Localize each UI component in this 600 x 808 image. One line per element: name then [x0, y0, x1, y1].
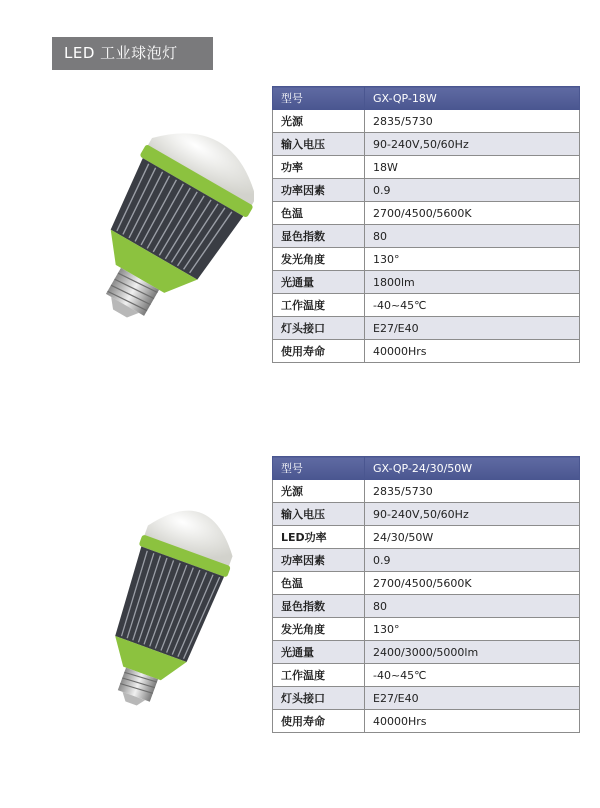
spec-label: 功率 — [273, 156, 365, 179]
spec-label: 使用寿命 — [273, 710, 365, 733]
table-row — [273, 549, 580, 572]
spec-value: 2400/3000/5000lm — [365, 641, 580, 664]
table-row — [273, 687, 580, 710]
spec-value: -40~45℃ — [365, 294, 580, 317]
spec-value: 80 — [365, 225, 580, 248]
spec-label: 光通量 — [273, 641, 365, 664]
spec-label: 色温 — [273, 572, 365, 595]
spec-label: 输入电压 — [273, 133, 365, 156]
spec-label: 功率因素 — [273, 549, 365, 572]
table-row — [273, 595, 580, 618]
spec-label: 光通量 — [273, 271, 365, 294]
table-row — [273, 202, 580, 225]
spec-label: 色温 — [273, 202, 365, 225]
table-row — [273, 271, 580, 294]
spec-label: LED功率 — [273, 526, 365, 549]
spec-value: 130° — [365, 618, 580, 641]
spec-value: 40000Hrs — [365, 340, 580, 363]
spec-value: 24/30/50W — [365, 526, 580, 549]
spec-value: 0.9 — [365, 549, 580, 572]
spec-table-18w — [272, 86, 580, 363]
spec-value: 18W — [365, 156, 580, 179]
spec-label: 工作温度 — [273, 294, 365, 317]
spec-label: 输入电压 — [273, 503, 365, 526]
spec-value: E27/E40 — [365, 317, 580, 340]
spec-label: 使用寿命 — [273, 340, 365, 363]
spec-label: 型号 — [273, 457, 365, 480]
spec-label: 灯头接口 — [273, 687, 365, 710]
spec-value: 2835/5730 — [365, 110, 580, 133]
table-row — [273, 179, 580, 202]
table-header-row — [273, 87, 580, 110]
spec-value: 40000Hrs — [365, 710, 580, 733]
spec-value: -40~45℃ — [365, 664, 580, 687]
spec-label: 显色指数 — [273, 225, 365, 248]
spec-value: E27/E40 — [365, 687, 580, 710]
spec-value: 90-240V,50/60Hz — [365, 503, 580, 526]
spec-value: 80 — [365, 595, 580, 618]
spec-label: 发光角度 — [273, 248, 365, 271]
table-row — [273, 572, 580, 595]
table-row — [273, 340, 580, 363]
spec-label: 工作温度 — [273, 664, 365, 687]
spec-value: 90-240V,50/60Hz — [365, 133, 580, 156]
table-row — [273, 133, 580, 156]
spec-value: 0.9 — [365, 179, 580, 202]
spec-value: GX-QP-24/30/50W — [365, 457, 580, 480]
table-row — [273, 710, 580, 733]
spec-value: 2700/4500/5600K — [365, 202, 580, 225]
table-row — [273, 317, 580, 340]
table-row — [273, 641, 580, 664]
spec-value: 1800lm — [365, 271, 580, 294]
spec-label: 显色指数 — [273, 595, 365, 618]
table-row — [273, 503, 580, 526]
spec-label: 光源 — [273, 110, 365, 133]
spec-value: 130° — [365, 248, 580, 271]
table-row — [273, 526, 580, 549]
table-header-row — [273, 457, 580, 480]
spec-label: 光源 — [273, 480, 365, 503]
table-row — [273, 618, 580, 641]
spec-label: 功率因素 — [273, 179, 365, 202]
led-bulb-18w-image — [64, 120, 254, 330]
table-row — [273, 294, 580, 317]
spec-table-24-30-50w — [272, 456, 580, 733]
table-row — [273, 225, 580, 248]
spec-value: 2835/5730 — [365, 480, 580, 503]
table-row — [273, 480, 580, 503]
spec-label: 型号 — [273, 87, 365, 110]
spec-value: GX-QP-18W — [365, 87, 580, 110]
table-row — [273, 664, 580, 687]
spec-label: 灯头接口 — [273, 317, 365, 340]
page-title: LED 工业球泡灯 — [52, 37, 213, 70]
table-row — [273, 156, 580, 179]
led-bulb-24-30-50w-image — [88, 492, 238, 712]
table-row — [273, 110, 580, 133]
table-row — [273, 248, 580, 271]
spec-label: 发光角度 — [273, 618, 365, 641]
spec-value: 2700/4500/5600K — [365, 572, 580, 595]
